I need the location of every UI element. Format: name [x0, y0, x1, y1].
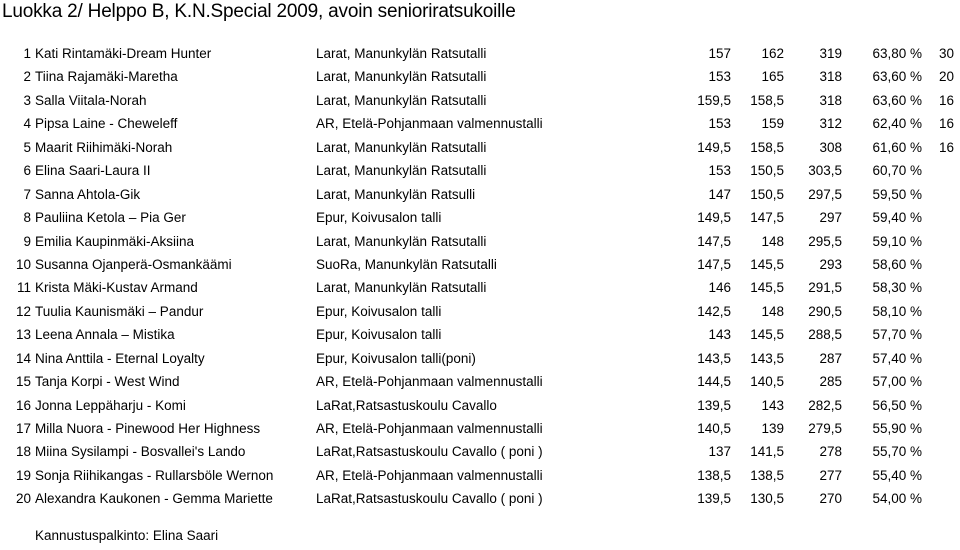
- table-row: [0, 370, 960, 393]
- percentage-cell: 55,70 %: [872, 444, 922, 460]
- percentage-cell: 57,00 %: [872, 374, 922, 390]
- total-score-cell: 312: [819, 116, 842, 132]
- judge1-score-cell: 139,5: [697, 397, 731, 413]
- judge1-score-cell: 146: [708, 280, 731, 296]
- rank-cell: 18: [15, 444, 31, 460]
- table-row: [0, 230, 960, 253]
- judge1-score-cell: 147,5: [697, 233, 731, 249]
- percentage-cell: 61,60 %: [872, 139, 922, 155]
- points-cell: 30: [938, 46, 954, 61]
- rank-cell: 15: [15, 374, 31, 390]
- percentage-cell: 58,30 %: [872, 280, 922, 296]
- table-row: [0, 65, 960, 88]
- results-table: [0, 42, 960, 511]
- rider-horse-cell: Jonna Leppäharju - Komi: [35, 397, 186, 413]
- total-score-cell: 288,5: [808, 327, 842, 343]
- judge2-score-cell: 150,5: [750, 163, 784, 179]
- rider-horse-cell: Pauliina Ketola – Pia Ger: [35, 210, 186, 226]
- table-row: [0, 89, 960, 112]
- table-row: [0, 417, 960, 440]
- judge1-score-cell: 147,5: [697, 256, 731, 272]
- club-cell: Larat, Manunkylän Ratsutalli: [316, 92, 487, 108]
- judge1-score-cell: 140,5: [697, 421, 731, 436]
- percentage-cell: 54,00 %: [872, 491, 922, 507]
- percentage-cell: 62,40 %: [872, 116, 922, 132]
- points-cell: 16: [938, 116, 954, 132]
- table-row: [0, 464, 960, 487]
- club-cell: Larat, Manunkylän Ratsutalli: [316, 46, 487, 61]
- club-cell: Epur, Koivusalon talli: [316, 327, 442, 343]
- total-score-cell: 293: [819, 256, 842, 272]
- judge2-score-cell: 150,5: [750, 186, 784, 202]
- rider-horse-cell: Milla Nuora - Pinewood Her Highness: [35, 421, 261, 436]
- total-score-cell: 318: [819, 69, 842, 85]
- total-score-cell: 270: [819, 491, 842, 507]
- page-title: Luokka 2/ Helppo B, K.N.Special 2009, avoin senioriratsukoille: [2, 1, 516, 22]
- judge2-score-cell: 145,5: [750, 256, 784, 272]
- table-row: [0, 183, 960, 206]
- rider-horse-cell: Leena Annala – Mistika: [35, 327, 175, 343]
- rank-cell: 9: [23, 233, 31, 249]
- table-row: [0, 206, 960, 229]
- total-score-cell: 318: [819, 92, 842, 108]
- total-score-cell: 278: [819, 444, 842, 460]
- total-score-cell: 319: [819, 46, 842, 61]
- judge2-score-cell: 159: [761, 116, 784, 132]
- percentage-cell: 63,60 %: [872, 69, 922, 85]
- judge2-score-cell: 165: [761, 69, 784, 85]
- rider-horse-cell: Sanna Ahtola-Gik: [35, 186, 141, 202]
- table-row: [0, 300, 960, 323]
- rank-cell: 16: [15, 397, 31, 413]
- rank-cell: 5: [23, 139, 31, 155]
- table-row: [0, 159, 960, 182]
- percentage-cell: 57,40 %: [872, 350, 922, 366]
- percentage-cell: 57,70 %: [872, 327, 922, 343]
- judge1-score-cell: 157: [708, 46, 731, 61]
- judge1-score-cell: 147: [708, 186, 731, 202]
- rider-horse-cell: Tiina Rajamäki-Maretha: [35, 69, 178, 85]
- rider-horse-cell: Alexandra Kaukonen - Gemma Mariette: [35, 491, 273, 507]
- judge2-score-cell: 145,5: [750, 327, 784, 343]
- rider-horse-cell: Tanja Korpi - West Wind: [35, 374, 180, 390]
- percentage-cell: 59,40 %: [872, 210, 922, 226]
- points-cell: 16: [938, 139, 954, 155]
- judge2-score-cell: 141,5: [750, 444, 784, 460]
- judge2-score-cell: 158,5: [750, 92, 784, 108]
- table-row: [0, 42, 960, 65]
- judge1-score-cell: 153: [708, 116, 731, 132]
- judge1-score-cell: 149,5: [697, 210, 731, 226]
- total-score-cell: 303,5: [808, 163, 842, 179]
- judge1-score-cell: 149,5: [697, 139, 731, 155]
- rank-cell: 1: [23, 46, 31, 61]
- percentage-cell: 55,40 %: [872, 467, 922, 483]
- total-score-cell: 285: [819, 374, 842, 390]
- club-cell: AR, Etelä-Pohjanmaan valmennustalli: [316, 467, 543, 483]
- judge1-score-cell: 153: [708, 69, 731, 85]
- club-cell: LaRat,Ratsastuskoulu Cavallo: [316, 397, 497, 413]
- judge2-score-cell: 145,5: [750, 280, 784, 296]
- judge1-score-cell: 138,5: [697, 467, 731, 483]
- rank-cell: 6: [23, 163, 31, 179]
- club-cell: AR, Etelä-Pohjanmaan valmennustalli: [316, 421, 543, 436]
- rank-cell: 7: [23, 186, 31, 202]
- club-cell: Epur, Koivusalon talli: [316, 210, 442, 226]
- judge1-score-cell: 139,5: [697, 491, 731, 507]
- total-score-cell: 297,5: [808, 186, 842, 202]
- rider-horse-cell: Tuulia Kaunismäki – Pandur: [35, 303, 204, 319]
- points-cell: 20: [938, 69, 954, 85]
- total-score-cell: 279,5: [808, 421, 842, 436]
- club-cell: Larat, Manunkylän Ratsulli: [316, 186, 476, 202]
- judge1-score-cell: 143: [708, 327, 731, 343]
- total-score-cell: 295,5: [808, 233, 842, 249]
- total-score-cell: 287: [819, 350, 842, 366]
- judge2-score-cell: 158,5: [750, 139, 784, 155]
- judge2-score-cell: 130,5: [750, 491, 784, 507]
- total-score-cell: 308: [819, 139, 842, 155]
- rank-cell: 11: [16, 280, 31, 296]
- judge1-score-cell: 159,5: [697, 92, 731, 108]
- club-cell: Epur, Koivusalon talli: [316, 303, 442, 319]
- rank-cell: 17: [15, 421, 31, 436]
- table-row: [0, 440, 960, 463]
- judge1-score-cell: 144,5: [697, 374, 731, 390]
- rank-cell: 19: [15, 467, 31, 483]
- club-cell: AR, Etelä-Pohjanmaan valmennustalli: [316, 374, 543, 390]
- judge1-score-cell: 143,5: [697, 350, 731, 366]
- table-row: [0, 347, 960, 370]
- rank-cell: 13: [15, 327, 31, 343]
- percentage-cell: 59,50 %: [872, 186, 922, 202]
- club-cell: LaRat,Ratsastuskoulu Cavallo ( poni ): [316, 444, 543, 460]
- club-cell: Larat, Manunkylän Ratsutalli: [316, 139, 487, 155]
- rider-horse-cell: Kati Rintamäki-Dream Hunter: [35, 46, 212, 61]
- rider-horse-cell: Krista Mäki-Kustav Armand: [35, 280, 198, 296]
- rank-cell: 14: [15, 350, 31, 366]
- percentage-cell: 56,50 %: [872, 397, 922, 413]
- judge2-score-cell: 148: [761, 303, 784, 319]
- table-row: [0, 136, 960, 159]
- table-row: [0, 487, 960, 510]
- judge2-score-cell: 147,5: [750, 210, 784, 226]
- rider-horse-cell: Miina Sysilampi - Bosvallei's Lando: [35, 444, 246, 460]
- percentage-cell: 60,70 %: [872, 163, 922, 179]
- rank-cell: 4: [23, 116, 31, 132]
- club-cell: AR, Etelä-Pohjanmaan valmennustalli: [316, 116, 543, 132]
- rider-horse-cell: Sonja Riihikangas - Rullarsböle Wernon: [35, 467, 274, 483]
- judge2-score-cell: 140,5: [750, 374, 784, 390]
- points-cell: 16: [938, 92, 954, 108]
- club-cell: LaRat,Ratsastuskoulu Cavallo ( poni ): [316, 491, 543, 507]
- rider-horse-cell: Maarit Riihimäki-Norah: [35, 139, 173, 155]
- total-score-cell: 290,5: [808, 303, 842, 319]
- judge2-score-cell: 143,5: [750, 350, 784, 366]
- rider-horse-cell: Nina Anttila - Eternal Loyalty: [35, 350, 205, 366]
- rank-cell: 3: [23, 92, 31, 108]
- rider-horse-cell: Salla Viitala-Norah: [35, 92, 147, 108]
- rank-cell: 8: [23, 210, 31, 226]
- judge1-score-cell: 153: [708, 163, 731, 179]
- total-score-cell: 277: [819, 467, 842, 483]
- club-cell: Epur, Koivusalon talli(poni): [316, 350, 476, 366]
- percentage-cell: 63,60 %: [872, 92, 922, 108]
- percentage-cell: 55,90 %: [872, 421, 922, 436]
- judge2-score-cell: 139: [761, 421, 784, 436]
- rank-cell: 10: [15, 256, 31, 272]
- percentage-cell: 58,10 %: [872, 303, 922, 319]
- judge2-score-cell: 143: [761, 397, 784, 413]
- percentage-cell: 63,80 %: [872, 46, 922, 61]
- judge1-score-cell: 142,5: [697, 303, 731, 319]
- rider-horse-cell: Susanna Ojanperä-Osmankäämi: [35, 256, 232, 272]
- rank-cell: 20: [15, 491, 31, 507]
- rider-horse-cell: Emilia Kaupinmäki-Aksiina: [35, 233, 195, 249]
- rider-horse-cell: Elina Saari-Laura II: [35, 163, 151, 179]
- rider-horse-cell: Pipsa Laine - Cheweleff: [35, 116, 178, 132]
- table-row: [0, 253, 960, 276]
- table-row: [0, 276, 960, 299]
- rank-cell: 2: [23, 69, 31, 85]
- total-score-cell: 282,5: [808, 397, 842, 413]
- encouragement-award: Kannustuspalkinto: Elina Saari: [35, 528, 219, 543]
- table-row: [0, 112, 960, 135]
- judge2-score-cell: 138,5: [750, 467, 784, 483]
- judge2-score-cell: 162: [761, 46, 784, 61]
- rank-cell: 12: [15, 303, 31, 319]
- percentage-cell: 58,60 %: [872, 256, 922, 272]
- table-row: [0, 323, 960, 346]
- club-cell: Larat, Manunkylän Ratsutalli: [316, 163, 487, 179]
- judge2-score-cell: 148: [761, 233, 784, 249]
- total-score-cell: 291,5: [808, 280, 842, 296]
- total-score-cell: 297: [819, 210, 842, 226]
- club-cell: SuoRa, Manunkylän Ratsutalli: [316, 256, 497, 272]
- club-cell: Larat, Manunkylän Ratsutalli: [316, 280, 487, 296]
- club-cell: Larat, Manunkylän Ratsutalli: [316, 233, 487, 249]
- table-row: [0, 394, 960, 417]
- judge1-score-cell: 137: [708, 444, 731, 460]
- club-cell: Larat, Manunkylän Ratsutalli: [316, 69, 487, 85]
- percentage-cell: 59,10 %: [872, 233, 922, 249]
